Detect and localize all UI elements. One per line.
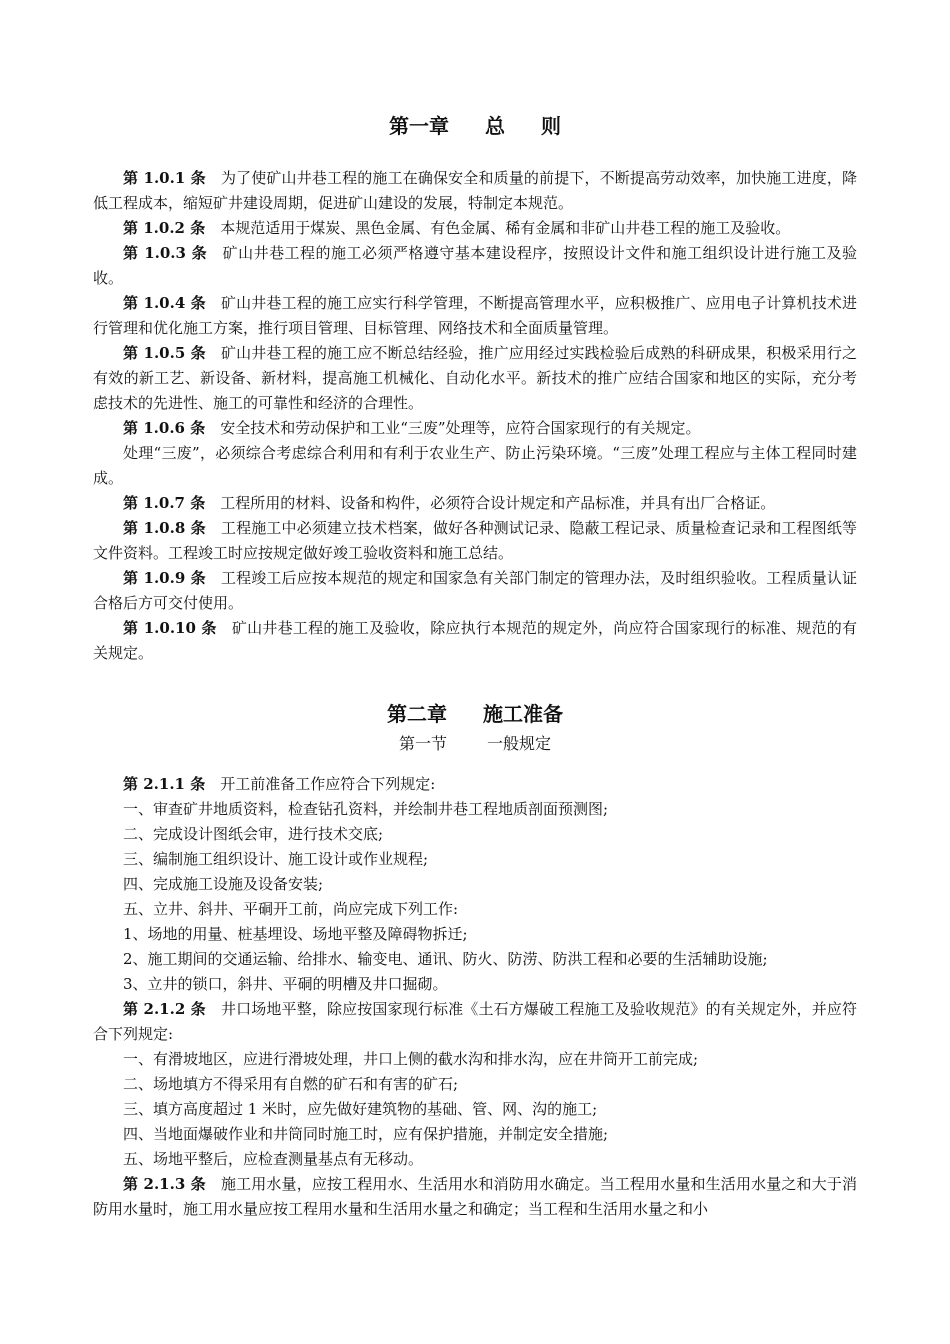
article-1-0-5 — [93, 341, 857, 416]
list-item: 三、编制施工组织设计、施工设计或作业规程; — [123, 850, 429, 868]
list-item: 3、立井的锁口，斜井、平硐的明槽及井口掘砌。 — [123, 975, 448, 993]
list-item: 五、立井、斜井、平硐开工前，尚应完成下列工作: — [123, 900, 459, 918]
article-number: 第 1.0.3 条 — [123, 244, 208, 262]
article-text: 工程竣工后应按本规范的规定和国家急有关部门制定的管理办法，及时组织验收。工程质量认证合格后方可交付使用。 — [93, 569, 857, 612]
list-item: 一、审查矿井地质资料，检查钻孔资料，并绘制井巷工程地质剖面预测图; — [123, 800, 609, 818]
article-1-0-10 — [93, 616, 857, 666]
article-number: 第 1.0.2 条 — [123, 219, 206, 237]
article-number: 第 1.0.7 条 — [123, 494, 206, 512]
article-2-1-3 — [93, 1172, 857, 1222]
chapter-1-title — [93, 110, 857, 142]
section-number: 第一节 — [398, 734, 447, 753]
article-text: 开工前准备工作应符合下列规定: — [220, 775, 436, 793]
article-number: 第 1.0.4 条 — [123, 294, 206, 312]
article-text: 井口场地平整，除应按国家现行标准《土石方爆破工程施工及验收规范》的有关规定外，并应符合下列规定: — [93, 1000, 857, 1043]
article-text: 矿山井巷工程的施工应不断总结经验，推广应用经过实践检验后成熟的科研成果，积极采用行之有效的新工艺、新设备、新材料，提高施工机械化、自动化水平。新技术的推广应结合国家和地区的实际，充分考虑技术的先进性、施工的可靠性和经济的合理性。 — [93, 344, 857, 412]
list-item: 二、场地填方不得采用有自燃的矿石和有害的矿石; — [123, 1075, 459, 1093]
article-2-1-1 — [93, 772, 857, 797]
chapter-1-title-part-2: 则 — [541, 114, 561, 138]
article-text: 为了使矿山井巷工程的施工在确保安全和质量的前提下，不断提高劳动效率，加快施工进度，降低工程成本，缩短矿井建设周期，促进矿山建设的发展，特制定本规范。 — [93, 169, 857, 212]
document-body — [93, 110, 857, 1222]
article-1-0-3 — [93, 241, 857, 291]
article-number: 第 1.0.5 条 — [123, 344, 206, 362]
article-number: 第 2.1.2 条 — [123, 1000, 206, 1018]
article-1-0-7 — [93, 491, 857, 516]
section-1-title — [93, 730, 857, 758]
list-item: 2、施工期间的交通运输、给排水、输变电、通讯、防火、防涝、防洪工程和必要的生活辅助设施; — [123, 950, 768, 968]
article-text: 矿山井巷工程的施工应实行科学管理，不断提高管理水平，应积极推广、应用电子计算机技术进行管理和优化施工方案，推行项目管理、目标管理、网络技术和全面质量管理。 — [93, 294, 857, 337]
article-1-0-2 — [93, 216, 857, 241]
chapter-2-title-text: 施工准备 — [483, 702, 563, 726]
article-number: 第 2.1.3 条 — [123, 1175, 206, 1193]
section-title-text: 一般规定 — [487, 734, 552, 753]
article-number: 第 2.1.1 条 — [123, 775, 206, 793]
chapter-2-number: 第二章 — [387, 702, 447, 726]
list-item: 三、填方高度超过 1 米时，应先做好建筑物的基础、管、网、沟的施工; — [123, 1100, 598, 1118]
list-item: 1、场地的用量、桩基埋设、场地平整及障碍物拆迁; — [123, 925, 468, 943]
article-1-0-8 — [93, 516, 857, 566]
article-number: 第 1.0.1 条 — [123, 169, 206, 187]
chapter-1-title-part-1: 总 — [485, 114, 505, 138]
chapter-2-title — [93, 698, 857, 730]
article-1-0-4 — [93, 291, 857, 341]
list-item: 二、完成设计图纸会审，进行技术交底; — [123, 825, 384, 843]
article-number: 第 1.0.9 条 — [123, 569, 206, 587]
article-1-0-1 — [93, 166, 857, 216]
article-number: 第 1.0.8 条 — [123, 519, 206, 537]
chapter-1-number: 第一章 — [389, 114, 449, 138]
article-number: 第 1.0.6 条 — [123, 419, 206, 437]
list-item: 四、当地面爆破作业和井筒同时施工时，应有保护措施，并制定安全措施; — [123, 1125, 609, 1143]
article-text: 工程所用的材料、设备和构件，必须符合设计规定和产品标准，并具有出厂合格证。 — [220, 494, 776, 512]
article-text: 施工用水量，应按工程用水、生活用水和消防用水确定。当工程用水量和生活用水量之和大于消防用水量时，施工用水量应按工程用水量和生活用水量之和确定；当工程和生活用水量之和小 — [93, 1175, 857, 1218]
article-number: 第 1.0.10 条 — [123, 619, 217, 637]
article-1-0-9 — [93, 566, 857, 616]
article-1-0-6 — [93, 416, 857, 441]
list-item: 一、有滑坡地区，应进行滑坡处理，井口上侧的截水沟和排水沟，应在井筒开工前完成; — [123, 1050, 699, 1068]
list-item: 五、场地平整后，应检查测量基点有无移动。 — [123, 1150, 424, 1168]
article-text: 安全技术和劳动保护和工业“三废”处理等，应符合国家现行的有关规定。 — [220, 419, 701, 437]
article-2-1-2 — [93, 997, 857, 1047]
article-text: 本规范适用于煤炭、黑色金属、有色金属、稀有金属和非矿山井巷工程的施工及验收。 — [220, 219, 791, 237]
article-text: 工程施工中必须建立技术档案，做好各种测试记录、隐蔽工程记录、质量检查记录和工程图纸等文件资料。工程竣工时应按规定做好竣工验收资料和施工总结。 — [93, 519, 857, 562]
article-1-0-6-paragraph: 处理“三废”，必须综合考虑综合利用和有利于农业生产、防止污染环境。“三废”处理工程应与主体工程同时建成。 — [93, 444, 857, 487]
article-text: 矿山井巷工程的施工及验收，除应执行本规范的规定外，尚应符合国家现行的标准、规范的有关规定。 — [93, 619, 857, 662]
list-item: 四、完成施工设施及设备安装; — [123, 875, 324, 893]
article-text: 矿山井巷工程的施工必须严格遵守基本建设程序，按照设计文件和施工组织设计进行施工及验收。 — [93, 244, 857, 287]
